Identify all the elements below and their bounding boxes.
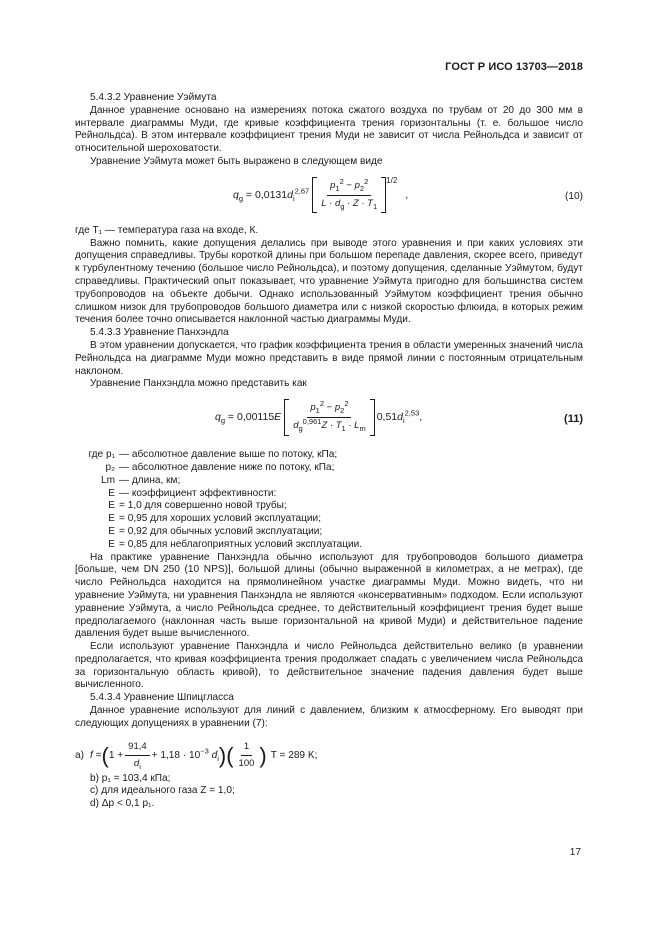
definition-row [75,449,583,462]
paragraph: Уравнение Панхэндла можно представить как [90,378,307,390]
definition-text: — длина, км; [119,474,181,486]
definition-row [75,513,583,526]
paragraph: Если используют уравнение Панхэндла и число Рейнольдса действительно велико (в уравнении предполагается, что кривая коэффициента трения продолжает спадать с увеличением числа Рейнольдса за горизонтальную область кривой), то действительное значение падения давления будет выше вычисленного. [75,641,583,691]
temperature-condition: T = 289 K; [270,749,318,761]
formula-10 [75,171,583,221]
paragraph: В этом уравнении допускается, что график коэффициента трения в области умеренных значений числа Рейнольдса на диаграмме Муди можно представить в виде прямой линии с постоянным отрицательным наклоном. [75,339,583,377]
definition-symbol: E [108,513,115,525]
definition-text: = 0,95 для хороших условий эксплуатации; [119,513,321,525]
heading-5-4-3-2: 5.4.3.2 Уравнение Уэймута [90,92,217,103]
definition-symbol: Lm [100,474,115,486]
panhandle-equation: $q_g = 0,00115E$ $\frac{p_1^2 - p_2^2}{d_g^{0,961}Z \cdot T_1 \cdot L_m}$ $0,51d_i^{2,53}$, [215,399,422,436]
heading-5-4-3-4: 5.4.3.4 Уравнение Шпицгласса [90,692,234,704]
definition-text: — абсолютное давление ниже по потоку, кПа; [119,461,335,473]
definition-row [75,539,583,552]
paragraph: Данное уравнение основано на измерениях потока сжатого воздуха по трубам от 20 до 300 мм в интервале диаграммы Муди, где кривые коэффициента трения горизонтальны (т. е. большое число Рейнольдса). В этом интервале коэффициент трения Муди не зависит от числа Рейнольдса и зависит от относительной шероховатости. [75,104,583,155]
definition-row [75,462,583,475]
definition-symbol: E [108,500,115,512]
paragraph: Уравнение Уэймута может быть выражено в следующем виде [90,155,383,167]
definition-text: = 0,85 для неблагоприятных условий эксплуатации. [119,538,363,550]
formula-number: (10) [565,190,583,202]
definition-row [75,475,583,488]
definition-row [75,500,583,513]
formula-friction-factor: a) f = ( 1 + $\frac{91,4}{d_i}$ + $1,18 \cdot 10^{-3}$ $d_i$ ) ( $\frac{1}{100}$ ) T = 289 K; [75,740,318,772]
paragraph: Важно помнить, какие допущения делались при выводе этого уравнения и при каких условиях эти допущения справедливы. Трубы короткой длины при большом перепаде давления, скорее всего, приведут к турбулентному течению (большое число Рейнольдса), и поэтому допущения, сделанные Уэймутом, будут справедливы. Практический опыт показывает, что уравнение Уэймута пригодно для большинства систем трубопроводов на объекте добычи. Однако использованный Уэймутом коэффициент трения обычно слишком низок для трубопроводов большого диаметра или с низкой скоростью флюида, в которых режим течения более точно описывается наклонной частью диаграммы Муди. [75,237,583,326]
definition-text: = 0,92 для обычных условий эксплуатации; [119,525,323,537]
definition-row [75,526,583,539]
list-label: a) [75,749,84,761]
formula-11 [75,393,583,445]
paragraph: Данное уравнение используют для линий с давлением, близким к атмосферному. Его выводят при следующих допущениях в уравнении (7): [75,705,583,729]
definition-symbol: p₂ [105,461,115,473]
definition-symbol: E [108,538,115,550]
definition-row [75,488,583,501]
definition-text: = 1,0 для совершенно новой трубы; [119,500,287,512]
definition-symbol: E [108,525,115,537]
definition-text: — абсолютное давление выше по потоку, кПа; [119,449,338,461]
definition-symbol: где p₁ [88,449,115,461]
page-number: 17 [569,847,581,858]
definitions-list [75,449,583,551]
weymouth-equation: $q_g = 0,0131d_i^{2,67}$ $\frac{p_1^2 - p_2^2}{L \cdot d_g \cdot Z \cdot T_1}$ $^{1/2}$ , [233,177,408,214]
document-body [75,92,583,811]
definition-text: — коэффициент эффективности: [119,487,277,499]
paragraph: На практике уравнение Панхэндла обычно используют для трубопроводов большого диаметра [больше, чем DN 250 (10 NPS)], большой длины (обычно выраженной в километрах, а не метрах), где число Рейнольдса находится на прямолинейном участке диаграммы Муди. Можно видеть, что ни уравнение Уэймута, ни уравнения Панхэндла не являются «консервативным» подходом. Если используют уравнение Уэймута, а число Рейнольдса среднее, то действительный коэффициент трения будет выше предполагаемого (наклонная часть выше горизонтальной на кривой Муди) и действительное падение давления будет выше вычисленного. [75,551,583,640]
list-item: c) для идеального газа Z = 1,0; [90,785,235,797]
heading-5-4-3-3: 5.4.3.3 Уравнение Панхэндла [90,327,229,339]
variable-definition: где T₁ — температура газа на входе, К. [75,224,259,236]
list-item: d) Δp < 0,1 p₁. [90,798,155,810]
definition-symbol: E [108,487,115,499]
formula-number: (11) [564,413,583,426]
standard-header: ГОСТ Р ИСО 13703—2018 [445,61,583,73]
list-item: b) p₁ = 103,4 кПа; [90,772,171,784]
